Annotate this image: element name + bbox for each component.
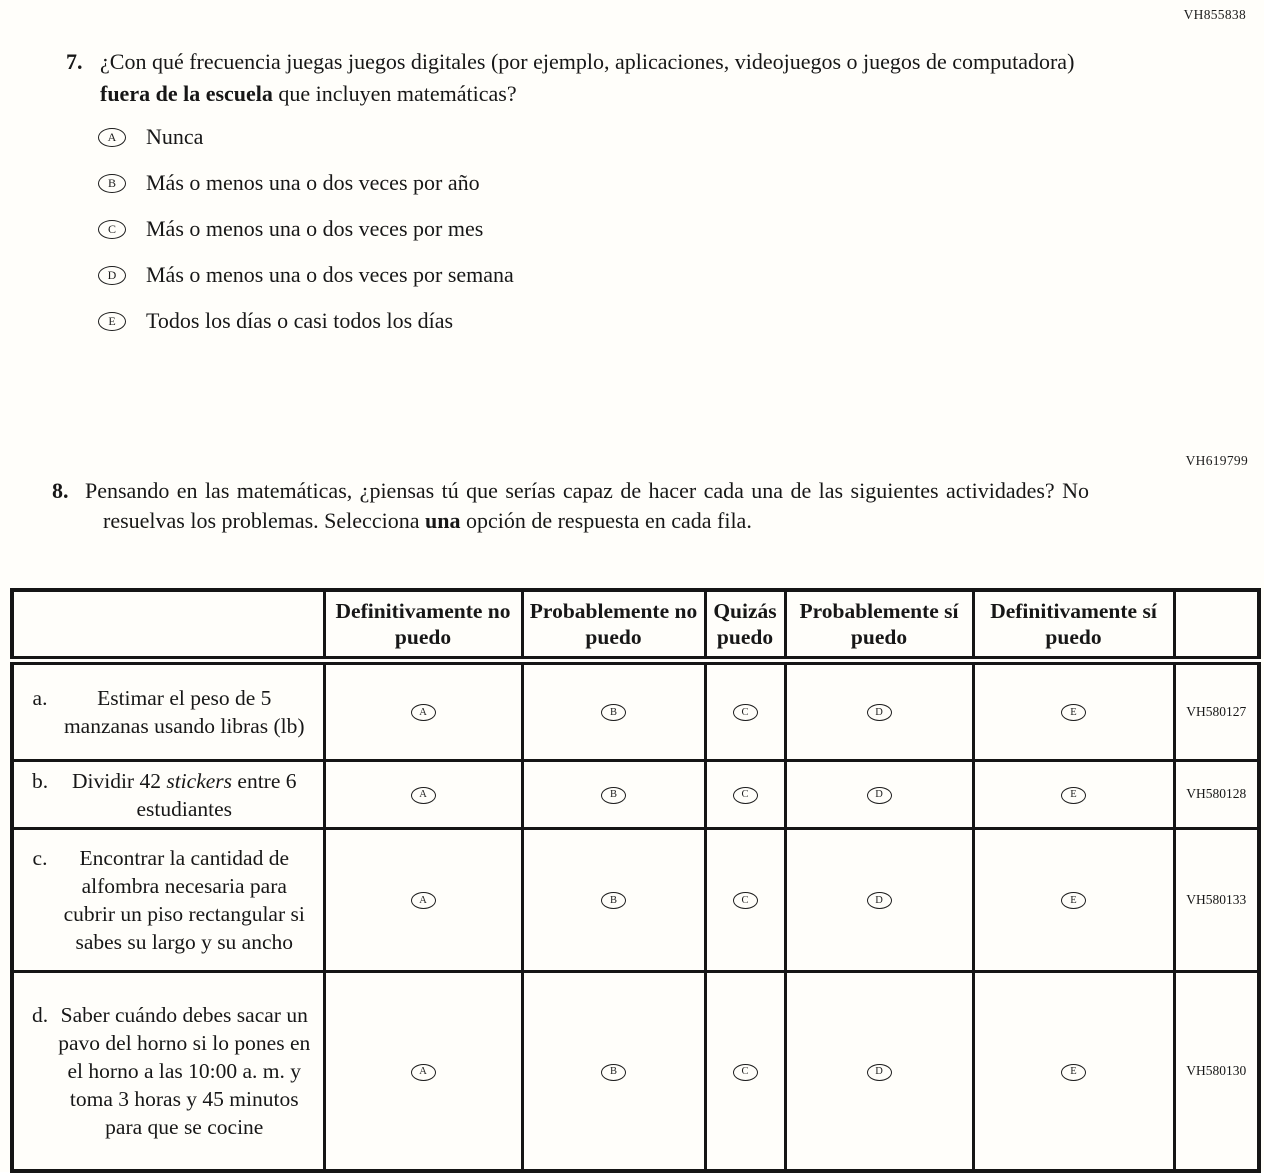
question8-text-after: opción de respuesta en cada fila. xyxy=(460,507,752,533)
column-header-definitely-cannot: Definitivamente no puedo xyxy=(324,590,522,660)
row-d-cell-d xyxy=(785,971,973,1171)
row-d-cell-b xyxy=(522,971,705,1171)
row-a-cell-d xyxy=(785,660,973,760)
option-letter: E xyxy=(108,314,116,328)
choice-letter: B xyxy=(609,1065,617,1077)
question7-option-d[interactable] xyxy=(98,252,514,298)
question8-accession-code: VH619799 xyxy=(1185,453,1248,468)
choice-letter: D xyxy=(875,894,883,906)
row-b-choice-b-bubble[interactable] xyxy=(601,787,626,804)
row-b-choice-c-bubble[interactable] xyxy=(733,787,758,804)
row-c-choice-e-bubble[interactable] xyxy=(1061,892,1086,909)
row-b-text-plain: Dividir 42 xyxy=(71,768,167,793)
question7-text-before: ¿Con qué frecuencia juegas juegos digitales (por ejemplo, aplicaciones, videojuegos o juegos de computadora) xyxy=(100,49,1075,74)
row-b-text-after: entre 6 estudiantes xyxy=(136,768,297,821)
row-c-text-plain: Encontrar la cantidad de alfombra necesaria para cubrir un piso rectangular si sabes su largo y su ancho xyxy=(63,846,305,954)
option-letter: D xyxy=(107,268,117,282)
question7-option-d-bubble[interactable] xyxy=(98,266,126,285)
row-c-choice-a-bubble[interactable] xyxy=(411,892,436,909)
row-c-choice-b-bubble[interactable] xyxy=(601,892,626,909)
row-a-item-code: VH580127 xyxy=(1174,660,1259,760)
row-a-choice-d-bubble[interactable] xyxy=(867,704,892,721)
row-c-item-code: VH580133 xyxy=(1174,828,1259,971)
choice-letter: D xyxy=(875,1065,883,1077)
question8-text-before: Pensando en las matemáticas, ¿piensas tú que serías capaz de hacer cada una de las siguientes actividades? No resuelvas los problemas. Selecciona xyxy=(85,478,1089,533)
question7-option-e[interactable] xyxy=(98,298,514,344)
option-letter: B xyxy=(107,176,116,190)
table-header-row xyxy=(12,590,1259,660)
row-b-letter: b. xyxy=(31,768,49,793)
choice-letter: C xyxy=(741,789,749,801)
question-8 xyxy=(52,476,1097,535)
row-d-text-plain: Saber cuándo debes sacar un pavo del horno si lo pones en el horno a las 10:00 a. m. y toma 3 horas y 45 minutos para que se cocine xyxy=(58,1003,311,1140)
table-row-c xyxy=(12,828,1259,971)
row-a-cell-e xyxy=(973,660,1174,760)
question7-option-e-label: Todos los días o casi todos los días xyxy=(146,308,454,333)
row-d-letter: d. xyxy=(31,1003,49,1028)
choice-letter: D xyxy=(875,706,883,718)
row-c-cell-b xyxy=(522,828,705,971)
table-row-d xyxy=(12,971,1259,1171)
row-d-cell-a xyxy=(324,971,522,1171)
row-d-cell-e xyxy=(973,971,1174,1171)
column-header-probably-can: Probablemente sí puedo xyxy=(785,590,973,660)
choice-letter: D xyxy=(875,789,883,801)
question7-option-a-bubble[interactable] xyxy=(98,128,126,147)
row-d-choice-b-bubble[interactable] xyxy=(601,1064,626,1081)
choice-letter: E xyxy=(1070,706,1077,718)
row-b-text-italic: stickers xyxy=(166,768,233,793)
row-a-text-plain: Estimar el peso de 5 manzanas usando libras (lb) xyxy=(63,686,305,738)
choice-letter: B xyxy=(609,706,617,718)
row-a-cell-c xyxy=(705,660,785,760)
row-b-activity xyxy=(12,760,324,828)
question7-text-bold: fuera de la escuela xyxy=(100,81,273,106)
question7-option-b-label: Más o menos una o dos veces por año xyxy=(146,170,480,195)
row-c-cell-d xyxy=(785,828,973,971)
row-d-choice-c-bubble[interactable] xyxy=(733,1064,758,1081)
row-a-cell-b xyxy=(522,660,705,760)
row-a-cell-a xyxy=(324,660,522,760)
question7-option-a-label: Nunca xyxy=(146,124,204,149)
option-letter: C xyxy=(107,222,116,236)
question8-text-bold: una xyxy=(424,507,461,533)
row-a-choice-a-bubble[interactable] xyxy=(411,704,436,721)
row-a-choice-c-bubble[interactable] xyxy=(733,704,758,721)
column-header-maybe-can: Quizás puedo xyxy=(705,590,785,660)
question7-option-c-label: Más o menos una o dos veces por mes xyxy=(146,216,484,241)
question7-accession-code: VH855838 xyxy=(1183,7,1246,22)
row-d-choice-a-bubble[interactable] xyxy=(411,1064,436,1081)
row-b-cell-e xyxy=(973,760,1174,828)
table-header-empty-activity xyxy=(12,590,324,660)
question7-option-b-bubble[interactable] xyxy=(98,174,126,193)
row-a-choice-e-bubble[interactable] xyxy=(1061,704,1086,721)
row-b-cell-c xyxy=(705,760,785,828)
question8-text xyxy=(85,476,1089,535)
row-c-cell-e xyxy=(973,828,1174,971)
question7-option-e-bubble[interactable] xyxy=(98,312,126,331)
question7-option-c-bubble[interactable] xyxy=(98,220,126,239)
row-d-item-code: VH580130 xyxy=(1174,971,1259,1171)
choice-letter: E xyxy=(1070,894,1077,906)
row-a-activity xyxy=(12,660,324,760)
question7-option-d-label: Más o menos una o dos veces por semana xyxy=(146,262,514,287)
choice-letter: E xyxy=(1070,1065,1077,1077)
question8-response-table xyxy=(10,588,1261,1173)
row-b-choice-d-bubble[interactable] xyxy=(867,787,892,804)
row-b-cell-a xyxy=(324,760,522,828)
choice-letter: C xyxy=(741,894,749,906)
row-a-text xyxy=(58,684,311,740)
row-b-item-code: VH580128 xyxy=(1174,760,1259,828)
row-b-cell-b xyxy=(522,760,705,828)
choice-letter: E xyxy=(1070,789,1077,801)
row-c-choice-c-bubble[interactable] xyxy=(733,892,758,909)
question7-option-a[interactable] xyxy=(98,114,514,160)
row-a-letter: a. xyxy=(32,686,48,710)
row-c-cell-a xyxy=(324,828,522,971)
row-b-choice-a-bubble[interactable] xyxy=(411,787,436,804)
question-7 xyxy=(66,46,1081,110)
question7-text xyxy=(100,46,1075,110)
choice-letter: C xyxy=(741,706,749,718)
question7-option-c[interactable] xyxy=(98,206,514,252)
question7-options xyxy=(98,114,514,344)
choice-letter: B xyxy=(609,894,617,906)
table-row-a xyxy=(12,660,1259,760)
column-header-probably-cannot: Probablemente no puedo xyxy=(522,590,705,660)
question7-number: 7. xyxy=(66,49,83,74)
question7-text-after: que incluyen matemáticas? xyxy=(272,81,517,106)
table-row-b xyxy=(12,760,1259,828)
row-d-cell-c xyxy=(705,971,785,1171)
question7-option-b[interactable] xyxy=(98,160,514,206)
choice-letter: A xyxy=(419,894,427,906)
row-b-choice-e-bubble[interactable] xyxy=(1061,787,1086,804)
choice-letter: C xyxy=(741,1065,749,1077)
row-d-text xyxy=(58,1001,311,1141)
row-c-cell-c xyxy=(705,828,785,971)
choice-letter: B xyxy=(609,789,617,801)
row-b-text xyxy=(58,767,311,823)
column-header-definitely-can: Definitivamente sí puedo xyxy=(973,590,1174,660)
table-header-empty-code xyxy=(1174,590,1259,660)
row-c-text xyxy=(58,844,311,956)
option-letter: A xyxy=(107,130,117,144)
row-c-activity xyxy=(12,828,324,971)
row-c-letter: c. xyxy=(32,846,48,870)
row-b-cell-d xyxy=(785,760,973,828)
row-a-choice-b-bubble[interactable] xyxy=(601,704,626,721)
row-d-activity xyxy=(12,971,324,1171)
choice-letter: A xyxy=(419,789,427,801)
choice-letter: A xyxy=(419,1065,427,1077)
row-d-choice-d-bubble[interactable] xyxy=(867,1064,892,1081)
row-c-choice-d-bubble[interactable] xyxy=(867,892,892,909)
row-d-choice-e-bubble[interactable] xyxy=(1061,1064,1086,1081)
choice-letter: A xyxy=(419,706,427,718)
question8-number: 8. xyxy=(52,478,69,503)
